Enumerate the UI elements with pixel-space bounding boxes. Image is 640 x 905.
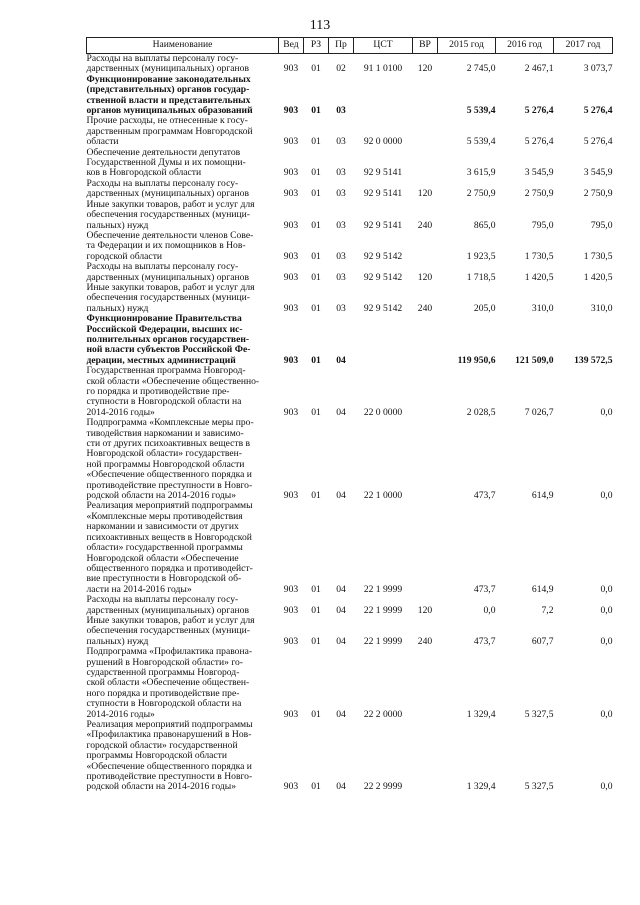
row-name-line: обеспечения государственных (муници- bbox=[86, 292, 251, 304]
row-2016-value: 7,2 bbox=[541, 604, 554, 616]
row-rz-cell: 01 bbox=[311, 708, 321, 720]
table-row bbox=[87, 616, 613, 647]
row-name-cell bbox=[87, 314, 279, 366]
row-2015-value: 865,0 bbox=[473, 219, 496, 231]
row-2017-value: 0,0 bbox=[600, 583, 613, 595]
row-ved-cell: 903 bbox=[283, 302, 299, 314]
row-vr-cell bbox=[413, 116, 438, 147]
header-ved: Вед bbox=[279, 38, 304, 54]
row-pr-cell: 04 bbox=[336, 635, 346, 647]
row-name-line: сти от других психоактивных веществ в bbox=[86, 438, 251, 450]
row-vr-cell: 120 bbox=[417, 63, 433, 75]
row-ved-cell: 903 bbox=[283, 63, 299, 75]
row-pr-cell: 03 bbox=[336, 250, 346, 262]
row-2017-value: 795,0 bbox=[590, 219, 613, 231]
row-ved-cell: 903 bbox=[283, 708, 299, 720]
row-2015-value: 473,7 bbox=[473, 583, 496, 595]
row-name-line: ласти на 2014-2016 годы» bbox=[86, 583, 192, 595]
row-2017-value: 3 073,7 bbox=[583, 63, 613, 75]
row-name-line: ков в Новгородской области bbox=[86, 167, 202, 179]
row-rz-cell: 01 bbox=[311, 583, 321, 595]
row-vr-cell bbox=[413, 75, 438, 117]
table-row bbox=[87, 501, 613, 595]
row-rz-cell: 01 bbox=[311, 219, 321, 231]
row-pr-cell: 04 bbox=[336, 781, 346, 793]
row-name-line: го порядка и противодействие пре- bbox=[86, 386, 230, 397]
row-name-line: области» государственной программы bbox=[86, 542, 243, 554]
row-2017-value: 0,0 bbox=[600, 490, 613, 502]
row-name-cell bbox=[87, 231, 279, 262]
row-name-line: полнительных органов государствен- bbox=[86, 333, 250, 345]
row-name-line: Реализация мероприятий подпрограммы bbox=[86, 500, 253, 512]
row-name-cell bbox=[87, 366, 279, 418]
row-ved-cell: 903 bbox=[283, 167, 299, 179]
row-rz-cell: 01 bbox=[311, 105, 321, 117]
row-cst-cell: 92 9 5141 bbox=[363, 167, 403, 179]
row-name-line: обеспечения государственных (муници- bbox=[86, 209, 251, 221]
row-cst-cell: 92 9 5142 bbox=[363, 302, 403, 314]
table-row bbox=[87, 595, 613, 616]
row-2015-value: 205,0 bbox=[473, 302, 496, 314]
row-rz-cell: 01 bbox=[311, 604, 321, 616]
table-row bbox=[87, 720, 613, 793]
row-name-line: органов муниципальных образований bbox=[86, 105, 253, 117]
row-rz-cell: 01 bbox=[311, 250, 321, 262]
row-name-cell bbox=[87, 179, 279, 200]
row-pr-cell: 04 bbox=[336, 490, 346, 502]
table-row bbox=[87, 283, 613, 314]
table-row bbox=[87, 200, 613, 231]
row-name-line: родской области на 2014-2016 годы» bbox=[86, 781, 237, 793]
row-name-cell bbox=[87, 647, 279, 720]
table-row bbox=[87, 262, 613, 283]
row-name-line: пальных) нужд bbox=[86, 302, 149, 314]
row-pr-cell: 03 bbox=[336, 105, 346, 117]
row-ved-cell: 903 bbox=[283, 781, 299, 793]
row-ved-cell: 903 bbox=[283, 635, 299, 647]
row-2016-value: 5 327,5 bbox=[524, 781, 554, 793]
row-pr-cell: 04 bbox=[336, 406, 346, 418]
row-cst-cell: 22 2 0000 bbox=[363, 708, 403, 720]
row-2017-value: 139 572,5 bbox=[574, 354, 613, 366]
row-2016-value: 3 545,9 bbox=[524, 167, 554, 179]
row-pr-cell: 03 bbox=[336, 136, 346, 148]
row-name-cell bbox=[87, 116, 279, 147]
row-name-line: сударственной программы Новгород- bbox=[86, 666, 240, 678]
row-2015-value: 1 923,5 bbox=[466, 250, 496, 262]
row-rz-cell: 01 bbox=[311, 406, 321, 418]
row-ved-cell: 903 bbox=[283, 583, 299, 595]
row-ved-cell: 903 bbox=[283, 250, 299, 262]
row-name-line: ской области «Обеспечение общественно- bbox=[86, 375, 260, 387]
row-name-line: дарственных (муниципальных) органов bbox=[86, 63, 249, 75]
row-name-line: пальных) нужд bbox=[86, 635, 149, 647]
row-name-line: пальных) нужд bbox=[86, 219, 149, 231]
row-2017-value: 5 276,4 bbox=[583, 136, 613, 148]
row-name-line: дерации, местных администраций bbox=[86, 354, 236, 366]
row-name-line: вие преступности в Новгородской об- bbox=[86, 573, 242, 585]
row-name-line: Государственной Думы и их помощни- bbox=[86, 157, 246, 169]
row-2015-value: 5 539,4 bbox=[466, 105, 496, 117]
row-name-line: Российской Федерации, высших ис- bbox=[86, 323, 243, 335]
row-2015-value: 473,7 bbox=[473, 490, 496, 502]
row-2016-value: 310,0 bbox=[531, 302, 554, 314]
row-name-line: Государственная программа Новгород- bbox=[86, 365, 246, 377]
row-2017-value: 0,0 bbox=[600, 708, 613, 720]
table-row bbox=[87, 314, 613, 366]
row-pr-cell: 03 bbox=[336, 219, 346, 231]
row-2015-value: 1 718,5 bbox=[466, 271, 496, 283]
row-rz-cell: 01 bbox=[311, 136, 321, 148]
row-name-cell bbox=[87, 720, 279, 793]
row-name-line: противодействие преступности в Новго- bbox=[86, 771, 253, 783]
row-rz-cell: 01 bbox=[311, 188, 321, 200]
row-pr-cell: 03 bbox=[336, 302, 346, 314]
row-vr-cell bbox=[413, 314, 438, 366]
row-vr-cell: 240 bbox=[417, 635, 433, 647]
row-name-cell bbox=[87, 418, 279, 501]
row-name-line: Иные закупки товаров, работ и услуг для bbox=[86, 614, 255, 626]
row-name-line: Новгородской области «Обеспечение bbox=[86, 552, 239, 564]
row-2015-value: 2 028,5 bbox=[466, 406, 496, 418]
row-pr-cell: 04 bbox=[336, 354, 346, 366]
row-2015-value: 119 950,6 bbox=[457, 354, 496, 366]
row-2016-value: 5 276,4 bbox=[524, 105, 554, 117]
row-2015-value: 2 750,9 bbox=[466, 188, 496, 200]
row-name-line: Расходы на выплаты персоналу госу- bbox=[86, 177, 239, 189]
row-vr-cell: 120 bbox=[417, 604, 433, 616]
table-row bbox=[87, 366, 613, 418]
row-cst-cell: 22 0 0000 bbox=[363, 406, 403, 418]
row-name-line: ступности в Новгородской области на bbox=[86, 396, 242, 408]
row-cst-cell: 92 9 5141 bbox=[363, 219, 403, 231]
row-name-line: рушений в Новгородской области» го- bbox=[86, 656, 244, 668]
row-2016-value: 1 730,5 bbox=[524, 250, 554, 262]
row-name-line: Функционирование Правительства bbox=[86, 313, 242, 325]
row-cst-cell bbox=[354, 314, 413, 366]
header-2015: 2015 год bbox=[438, 38, 496, 54]
row-name-line: Иные закупки товаров, работ и услуг для bbox=[86, 198, 255, 210]
row-vr-cell bbox=[413, 148, 438, 179]
row-name-line: (представительных) органов государ- bbox=[86, 84, 250, 96]
row-rz-cell: 01 bbox=[311, 271, 321, 283]
row-name-line: Подпрограмма «Комплексные меры про- bbox=[86, 417, 254, 429]
row-name-cell bbox=[87, 595, 279, 616]
row-2017-value: 0,0 bbox=[600, 781, 613, 793]
row-cst-cell bbox=[354, 75, 413, 117]
row-ved-cell: 903 bbox=[283, 105, 299, 117]
header-2016: 2016 год bbox=[496, 38, 554, 54]
row-cst-cell: 22 1 9999 bbox=[363, 635, 403, 647]
row-rz-cell: 01 bbox=[311, 167, 321, 179]
row-name-line: «Обеспечение общественного порядка и bbox=[86, 760, 252, 772]
row-name-line: Обеспечение деятельности депутатов bbox=[86, 146, 241, 158]
row-name-line: Прочие расходы, не отнесенные к госу- bbox=[86, 115, 248, 127]
row-2017-value: 1 420,5 bbox=[583, 271, 613, 283]
row-name-line: программы Новгородской области bbox=[86, 750, 227, 762]
row-name-line: дарственных (муниципальных) органов bbox=[86, 271, 249, 283]
row-name-line: наркомании и зависимости от других bbox=[86, 521, 239, 533]
row-name-line: тиводействия наркомании и зависимо- bbox=[86, 427, 244, 439]
row-name-line: Подпрограмма «Профилактика правона- bbox=[86, 646, 253, 658]
row-name-line: Расходы на выплаты персоналу госу- bbox=[86, 594, 239, 606]
row-name-cell bbox=[87, 501, 279, 595]
row-name-line: противодействие преступности в Новго- bbox=[86, 479, 253, 491]
row-2016-value: 2 467,1 bbox=[524, 63, 554, 75]
row-name-cell bbox=[87, 148, 279, 179]
row-cst-cell: 22 1 9999 bbox=[363, 583, 403, 595]
row-vr-cell bbox=[413, 647, 438, 720]
row-2015-value: 473,7 bbox=[473, 635, 496, 647]
table-row bbox=[87, 75, 613, 117]
row-name-line: городской области» государственной bbox=[86, 739, 238, 751]
table-row bbox=[87, 179, 613, 200]
row-vr-cell: 120 bbox=[417, 271, 433, 283]
row-ved-cell: 903 bbox=[283, 219, 299, 231]
row-pr-cell: 03 bbox=[336, 188, 346, 200]
row-name-line: «Комплексные меры противодействия bbox=[86, 510, 243, 522]
row-name-cell bbox=[87, 54, 279, 75]
row-name-line: «Обеспечение общественного порядка и bbox=[86, 469, 252, 481]
row-pr-cell: 02 bbox=[336, 63, 346, 75]
row-2017-value: 0,0 bbox=[600, 406, 613, 418]
row-name-line: родской области на 2014-2016 годы» bbox=[86, 490, 237, 502]
row-name-line: Расходы на выплаты персоналу госу- bbox=[86, 53, 239, 64]
row-name-line: 2014-2016 годы» bbox=[86, 406, 155, 418]
row-name-line: ной программы Новгородской области bbox=[86, 458, 245, 470]
row-cst-cell: 92 0 0000 bbox=[363, 136, 403, 148]
row-2017-value: 5 276,4 bbox=[583, 105, 613, 117]
row-pr-cell: 03 bbox=[336, 167, 346, 179]
row-vr-cell: 120 bbox=[417, 188, 433, 200]
row-name-line: Иные закупки товаров, работ и услуг для bbox=[86, 281, 255, 293]
row-2015-value: 1 329,4 bbox=[466, 708, 496, 720]
row-2017-value: 310,0 bbox=[590, 302, 613, 314]
row-ved-cell: 903 bbox=[283, 490, 299, 502]
row-cst-cell: 92 9 5142 bbox=[363, 271, 403, 283]
header-pr: Пр bbox=[329, 38, 354, 54]
row-ved-cell: 903 bbox=[283, 604, 299, 616]
header-name: Наименование bbox=[87, 38, 279, 54]
row-vr-cell bbox=[413, 418, 438, 501]
row-name-line: Реализация мероприятий подпрограммы bbox=[86, 719, 253, 730]
row-name-line: Новгородской области» государствен- bbox=[86, 448, 242, 460]
row-name-cell bbox=[87, 616, 279, 647]
row-2016-value: 607,7 bbox=[531, 635, 554, 647]
row-2016-value: 121 509,0 bbox=[515, 354, 554, 366]
row-vr-cell bbox=[413, 366, 438, 418]
row-2017-value: 2 750,9 bbox=[583, 188, 613, 200]
row-name-line: городской области bbox=[86, 250, 163, 262]
header-vr: ВР bbox=[413, 38, 438, 54]
table-row bbox=[87, 54, 613, 75]
row-cst-cell: 22 2 9999 bbox=[363, 781, 403, 793]
row-pr-cell: 03 bbox=[336, 271, 346, 283]
row-2015-value: 1 329,4 bbox=[466, 781, 496, 793]
row-pr-cell: 04 bbox=[336, 604, 346, 616]
row-name-cell bbox=[87, 283, 279, 314]
row-name-line: ской области «Обеспечение обществен- bbox=[86, 677, 250, 689]
row-name-line: общественного порядка и противодейст- bbox=[86, 562, 253, 574]
row-vr-cell: 240 bbox=[417, 302, 433, 314]
row-name-line: «Профилактика правонарушений в Нов- bbox=[86, 729, 252, 741]
row-2017-value: 3 545,9 bbox=[583, 167, 613, 179]
budget-table bbox=[86, 37, 613, 793]
row-cst-cell: 91 1 0100 bbox=[363, 63, 403, 75]
row-pr-cell: 04 bbox=[336, 708, 346, 720]
row-vr-cell bbox=[413, 231, 438, 262]
row-rz-cell: 01 bbox=[311, 635, 321, 647]
row-name-line: Функционирование законодательных bbox=[86, 73, 251, 85]
row-2016-value: 5 276,4 bbox=[524, 136, 554, 148]
row-ved-cell: 903 bbox=[283, 188, 299, 200]
row-name-line: области bbox=[86, 136, 119, 148]
row-name-line: 2014-2016 годы» bbox=[86, 708, 155, 720]
table-row bbox=[87, 148, 613, 179]
row-name-line: ственной власти и представительных bbox=[86, 94, 251, 106]
row-cst-cell: 92 9 5142 bbox=[363, 250, 403, 262]
row-vr-cell bbox=[413, 720, 438, 793]
row-2015-value: 0,0 bbox=[483, 604, 496, 616]
row-name-cell bbox=[87, 200, 279, 231]
row-name-line: Расходы на выплаты персоналу госу- bbox=[86, 261, 239, 273]
row-cst-cell: 22 1 9999 bbox=[363, 604, 403, 616]
row-name-line: ного порядка и противодействие пре- bbox=[86, 687, 240, 699]
table-row bbox=[87, 418, 613, 501]
row-rz-cell: 01 bbox=[311, 781, 321, 793]
page-number: 113 bbox=[309, 18, 331, 33]
row-name-line: ступности в Новгородской области на bbox=[86, 698, 242, 710]
row-rz-cell: 01 bbox=[311, 354, 321, 366]
row-2017-value: 0,0 bbox=[600, 635, 613, 647]
row-2017-value: 0,0 bbox=[600, 604, 613, 616]
table-body bbox=[87, 54, 613, 793]
header-cst: ЦСТ bbox=[354, 38, 413, 54]
row-rz-cell: 01 bbox=[311, 63, 321, 75]
row-2015-value: 3 615,9 bbox=[466, 167, 496, 179]
table-row bbox=[87, 231, 613, 262]
row-ved-cell: 903 bbox=[283, 136, 299, 148]
row-name-line: Обеспечение деятельности членов Сове- bbox=[86, 229, 254, 241]
row-2016-value: 614,9 bbox=[531, 583, 554, 595]
header-2017: 2017 год bbox=[554, 38, 613, 54]
row-rz-cell: 01 bbox=[311, 302, 321, 314]
row-vr-cell: 240 bbox=[417, 219, 433, 231]
row-name-line: обеспечения государственных (муници- bbox=[86, 625, 251, 637]
table-row bbox=[87, 116, 613, 147]
row-2016-value: 5 327,5 bbox=[524, 708, 554, 720]
row-cst-cell: 22 1 0000 bbox=[363, 490, 403, 502]
row-cst-cell: 92 9 5141 bbox=[363, 188, 403, 200]
row-name-line: дарственным программам Новгородской bbox=[86, 125, 253, 137]
row-2017-value: 1 730,5 bbox=[583, 250, 613, 262]
row-vr-cell bbox=[413, 501, 438, 595]
header-rz: РЗ bbox=[304, 38, 329, 54]
table-row bbox=[87, 647, 613, 720]
row-2015-value: 2 745,0 bbox=[466, 63, 496, 75]
row-ved-cell: 903 bbox=[283, 406, 299, 418]
row-name-cell bbox=[87, 262, 279, 283]
row-ved-cell: 903 bbox=[283, 271, 299, 283]
row-rz-cell: 01 bbox=[311, 490, 321, 502]
row-pr-cell: 04 bbox=[336, 583, 346, 595]
row-name-line: та Федерации и их помощников в Нов- bbox=[86, 240, 246, 252]
row-2016-value: 614,9 bbox=[531, 490, 554, 502]
row-name-line: ной власти субъектов Российской Фе- bbox=[86, 344, 251, 356]
row-2016-value: 795,0 bbox=[531, 219, 554, 231]
row-2016-value: 1 420,5 bbox=[524, 271, 554, 283]
row-name-line: дарственных (муниципальных) органов bbox=[86, 604, 249, 616]
row-2016-value: 2 750,9 bbox=[524, 188, 554, 200]
row-2015-value: 5 539,4 bbox=[466, 136, 496, 148]
row-name-cell bbox=[87, 75, 279, 117]
table-header-row bbox=[87, 38, 613, 54]
row-2016-value: 7 026,7 bbox=[524, 406, 554, 418]
row-ved-cell: 903 bbox=[283, 354, 299, 366]
row-name-line: психоактивных веществ в Новгородской bbox=[86, 531, 252, 543]
row-name-line: дарственных (муниципальных) органов bbox=[86, 188, 249, 200]
